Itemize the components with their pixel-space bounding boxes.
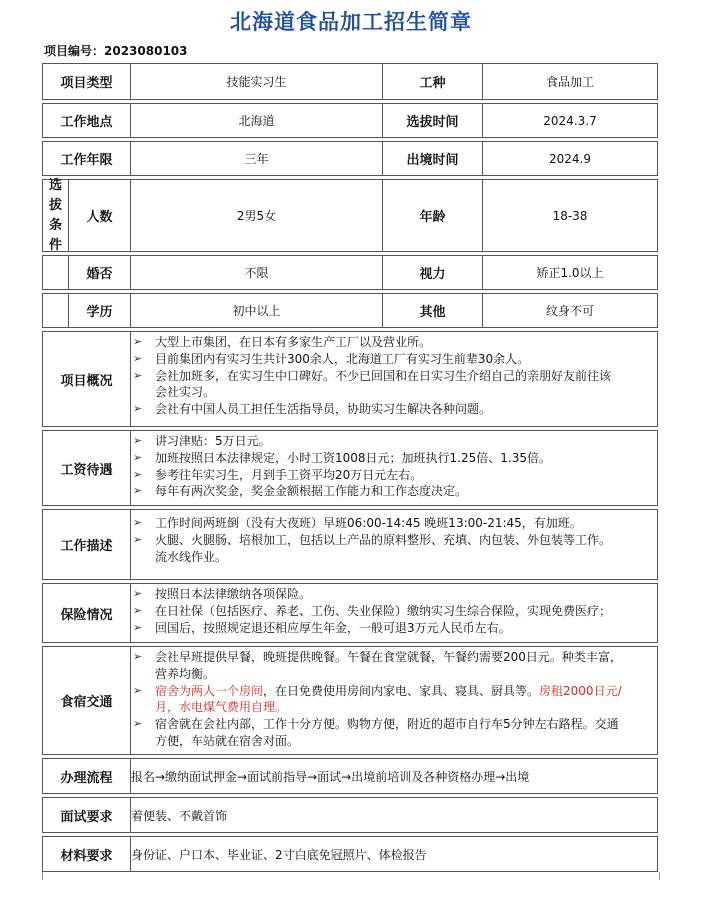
list-item-continuation: 会社实习。: [155, 385, 216, 400]
lodging-list: [131, 649, 653, 750]
arrow-bullet-icon: ➢: [133, 516, 143, 529]
condition-char: 条: [48, 217, 62, 233]
label-insurance: 保险情况: [43, 584, 131, 642]
label-lodging: 食宿交通: [43, 647, 131, 754]
arrow-bullet-icon: ➢: [133, 351, 143, 365]
row-insurance: [42, 583, 658, 643]
conditions-spacer: [43, 256, 69, 289]
condition-char: 件: [48, 237, 62, 253]
label-work-description: 工作描述: [43, 510, 131, 579]
value-job: 食品加工: [545, 75, 594, 89]
value-age: 18-38: [552, 208, 588, 223]
label-materials: 材料要求: [43, 837, 131, 871]
value-work-years: 三年: [131, 142, 383, 175]
value-process: 报名→缴纳面试押金→面试前指导→面试→出境前培训及各种资格办理→出境: [131, 769, 530, 784]
list-item: ➢ 工作时间两班倒（没有大夜班）早班06:00-14:45 晚班13:00-21:45，有加班。: [133, 516, 582, 530]
row-process: [42, 758, 658, 794]
arrow-bullet-icon: ➢: [133, 620, 143, 634]
conditions-spacer: [43, 294, 69, 327]
label-job: 工种: [383, 64, 483, 99]
label-interview: 面试要求: [43, 798, 131, 832]
arrow-bullet-icon: ➢: [133, 368, 143, 382]
salary-list: [131, 433, 653, 500]
dorm-highlight: 宿舍为两人一个房间: [155, 683, 264, 698]
project-number: 项目编号：2023080103: [44, 44, 188, 58]
list-item-continuation: 方便，车站就在宿舍对面。: [155, 733, 300, 748]
list-item: ➢ 回国后，按照规定退还相应厚生年金，一般可退3万元人民币左右。: [133, 620, 511, 635]
list-item: ➢ 每年有两次奖金，奖金金额根据工作能力和工作态度决定。: [133, 484, 468, 499]
row-work-description: [42, 509, 658, 580]
list-item: ➢ 按照日本法律缴纳各项保险。: [133, 587, 312, 601]
arrow-bullet-icon: ➢: [133, 467, 143, 481]
row-conditions-marriage: [42, 255, 658, 290]
list-item: ➢ 宿舍为两人一个房间，在日免费使用房间内家电、家具、寝具、厨具等。房租2000日元/: [133, 683, 622, 698]
label-process: 办理流程: [43, 759, 131, 793]
label-work-place: 工作地点: [43, 104, 131, 137]
list-item: ➢ 讲习津贴：5万日元。: [133, 434, 271, 448]
row-overview: [42, 331, 658, 427]
label-salary: 工资待遇: [43, 431, 131, 505]
arrow-bullet-icon: ➢: [133, 683, 143, 697]
overview-list: [131, 334, 653, 418]
value-materials: 身份证、户口本、毕业证、2寸白底免冠照片、体检报告: [131, 847, 427, 862]
label-overview: 项目概况: [43, 332, 131, 426]
value-exit-time: 2024.9: [549, 151, 591, 166]
arrow-bullet-icon: ➢: [133, 603, 143, 617]
row-materials: [42, 836, 658, 872]
condition-char: 拔: [48, 197, 62, 213]
label-select-time: 选拔时间: [383, 104, 483, 137]
label-age: 年龄: [383, 180, 483, 251]
label-vision: 视力: [383, 256, 483, 289]
value-count: 2男5女: [131, 180, 383, 251]
list-item-continuation: 营养均衡。: [155, 666, 216, 681]
row-project-type: [42, 63, 658, 100]
row-lodging: [42, 646, 658, 755]
list-item-continuation: 月，水电煤气费用自理。: [155, 700, 288, 715]
row-salary: [42, 430, 658, 506]
insurance-list: [131, 586, 653, 636]
list-item-continuation: 流水线作业。: [155, 549, 228, 564]
value-project-type: 技能实习生: [131, 64, 383, 99]
work-list: [131, 515, 653, 565]
row-work-years: [42, 141, 658, 176]
label-count: 人数: [69, 180, 131, 251]
list-item: ➢ 会社有中国人员工担任生活指导员，协助实习生解决各种问题。: [133, 402, 492, 417]
label-project-type: 项目类型: [43, 64, 131, 99]
arrow-bullet-icon: ➢: [133, 587, 143, 600]
list-item: ➢ 会社早班提供早餐，晚班提供晚餐。午餐在食堂就餐，午餐约需要200日元。种类丰富，: [133, 650, 622, 664]
list-item: ➢ 火腿、火腿肠、培根加工，包括以上产品的原料整形、充填、内包装、外包装等工作。: [133, 532, 612, 547]
row-conditions-education: [42, 293, 658, 328]
value-vision: 矫正1.0以上: [536, 266, 604, 280]
label-work-years: 工作年限: [43, 142, 131, 175]
arrow-bullet-icon: ➢: [133, 484, 143, 498]
value-interview: 着便装、不戴首饰: [131, 808, 228, 823]
list-item: ➢ 在日社保（包括医疗、养老、工伤、失业保险）缴纳实习生综合保险，实现免费医疗；: [133, 603, 612, 618]
row-conditions-count: [42, 179, 658, 252]
label-education: 学历: [69, 294, 131, 327]
value-education: 初中以上: [131, 294, 383, 327]
list-item: ➢ 目前集团内有实习生共计300余人，北海道工厂有实习生前辈30余人。: [133, 351, 530, 366]
arrow-bullet-icon: ➢: [133, 650, 143, 663]
list-item: ➢ 大型上市集团，在日本有多家生产工厂以及营业所。: [133, 335, 432, 349]
list-item: ➢ 加班按照日本法律规定，小时工资1008日元；加班执行1.25倍、1.35倍。: [133, 450, 551, 465]
value-work-place: 北海道: [131, 104, 383, 137]
recruitment-table: [42, 63, 658, 875]
arrow-bullet-icon: ➢: [133, 402, 143, 416]
value-marriage: 不限: [131, 256, 383, 289]
arrow-bullet-icon: ➢: [133, 532, 143, 546]
rent-highlight: 房租2000日元/: [539, 683, 622, 698]
row-work-place: [42, 103, 658, 138]
label-selection-conditions: [43, 177, 69, 253]
document-title: 北海道食品加工招生简章: [230, 10, 472, 34]
row-interview: [42, 797, 658, 833]
condition-char: 选: [48, 177, 62, 193]
arrow-bullet-icon: ➢: [133, 450, 143, 464]
list-item: ➢ 会社加班多，在实习生中口碑好。不少已回国和在日实习生介绍自己的亲朋好友前往该: [133, 368, 612, 383]
value-other: 纹身不可: [545, 304, 594, 318]
list-item: ➢ 宿舍就在会社内部，工作十分方便。购物方便，附近的超市自行车5分钟左右路程。交通: [133, 717, 619, 732]
list-item: ➢ 参考往年实习生，月到手工资平均20万日元左右。: [133, 467, 423, 482]
arrow-bullet-icon: ➢: [133, 434, 143, 447]
arrow-bullet-icon: ➢: [133, 717, 143, 731]
label-other: 其他: [383, 294, 483, 327]
value-select-time: 2024.3.7: [543, 113, 597, 128]
label-marriage: 婚否: [69, 256, 131, 289]
arrow-bullet-icon: ➢: [133, 335, 143, 348]
page-edge-marks: [42, 872, 660, 880]
label-exit-time: 出境时间: [383, 142, 483, 175]
